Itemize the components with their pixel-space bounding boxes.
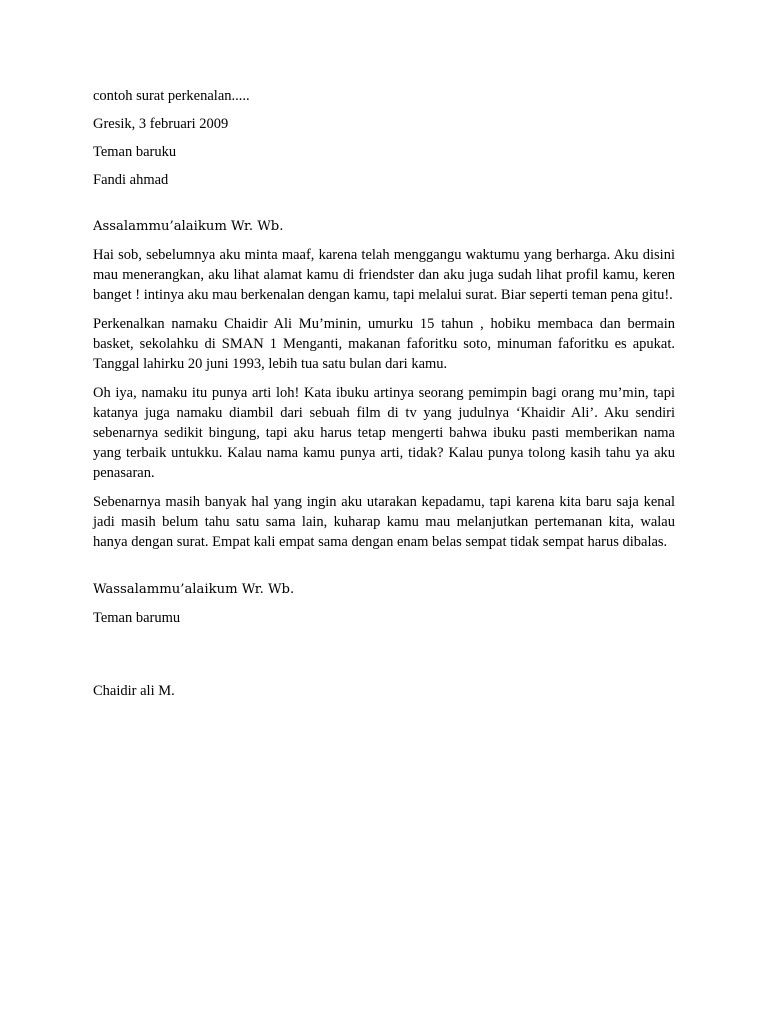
paragraph-name-meaning: Oh iya, namaku itu punya arti loh! Kata ibuku artinya seorang pemimpin bagi orang mu’min, tapi katanya juga namaku diambil dari sebuah film di tv yang judulnya ‘Khaidir Ali’. Aku sendiri sebenarnya sedikit bingung, tapi aku harus tetap mengerti bahwa ibuku pasti memberikan nama yang terbaik untukku. Kalau nama kamu punya arti, tidak? Kalau punya tolong kasih tahu ya aku penasaran. — [93, 385, 675, 481]
letter-intro: contoh surat perkenalan..... — [93, 88, 250, 104]
recipient-label: Teman baruku — [93, 144, 177, 160]
greeting: Assalammu’alaikum Wr. Wb. — [93, 219, 284, 234]
farewell: Wassalammu’alaikum Wr. Wb. — [93, 582, 295, 597]
signature-name: Chaidir ali M. — [93, 683, 175, 699]
recipient-name: Fandi ahmad — [93, 172, 169, 188]
letter-date: Gresik, 3 februari 2009 — [93, 116, 229, 132]
closing-phrase: Teman barumu — [93, 610, 181, 626]
paragraph-apology: Hai sob, sebelumnya aku minta maaf, karena telah menggangu waktumu yang berharga. Aku disini mau menerangkan, aku lihat alamat kamu di friendster dan aku juga sudah lihat profil kamu, keren banget ! intinya aku mau berkenalan dengan kamu, tapi melalui surat. Biar seperti teman pena gitu!. — [93, 247, 675, 303]
paragraph-introduction: Perkenalkan namaku Chaidir Ali Mu’minin, umurku 15 tahun , hobiku membaca dan bermain basket, sekolahku di SMAN 1 Menganti, makanan faforitku soto, minuman faforitku es apukat. Tanggal lahirku 20 juni 1993, lebih tua satu bulan dari kamu. — [93, 316, 675, 372]
letter-body — [93, 86, 675, 710]
paragraph-closing-wish: Sebenarnya masih banyak hal yang ingin aku utarakan kepadamu, tapi karena kita baru saja kenal jadi masih belum tahu satu sama lain, kuharap kamu mau melanjutkan pertemanan kita, walau hanya dengan surat. Empat kali empat sama dengan enam belas sempat tidak sempat harus dibalas. — [93, 494, 675, 550]
